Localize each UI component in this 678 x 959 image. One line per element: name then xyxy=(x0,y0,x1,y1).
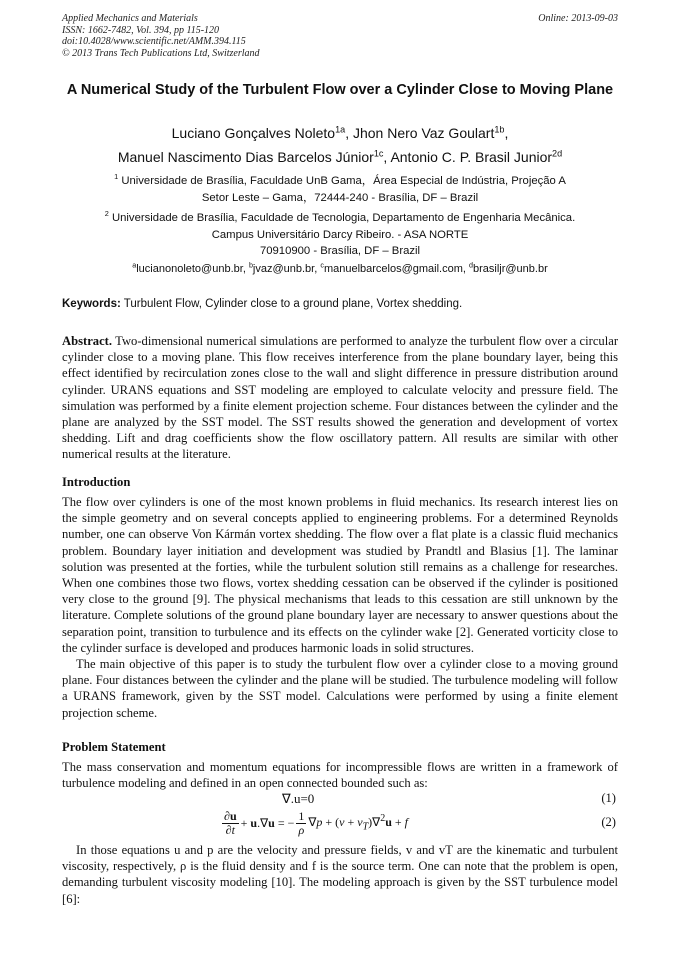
paragraph: The flow over cylinders is one of the most known problems in fluid mechanics. Its research interest lies on the simple geometry and on several concepts applied to engineering problems. For a determined Reynolds number, one can observe Von Kármán vortex shedding. The flow over a flat plate is a classic fluid mechanics problem. Boundary layer initiation and development was studied by Prandtl and Blasius [1]. The laminar solution was presented at the forties, while the turbulent solution still remains as a challenge for researches. When one combines those two flows, vortex shedding cessation can be observed if the cylinder is positioned very close to the ground [9]. The physical mechanisms that leads to this cessation are still unknown by the literature. Complete solutions of the ground plane boundary layer are necessary to answer questions about the separation point, transition to turbulence and its effects on the cylinder wake [2]. Generated vorticity close to the cylinder surface is developed and produces harmonic loads in solid structures. xyxy=(62,495,618,655)
email-list: $^a$lucianonoleto@unb.br, $^b$jvaz@unb.br, $^c$manuelbarcelos@gmail.com, $^d$brasiljr@unb.br xyxy=(132,261,548,275)
journal-name: Applied Mechanics and Materials xyxy=(62,13,198,24)
paragraph: The main objective of this paper is to study the turbulent flow over a cylinder close to a moving ground plane. Four distances between the cylinder and the plane will be studied. The turbulence modeling will follow a URANS framework, given by the SST model. Calculations were performed by using a finite element projection scheme. xyxy=(62,657,618,720)
online-date: Online: 2013-09-03 xyxy=(538,13,618,24)
equation-number: (1) xyxy=(601,791,616,805)
affiliation-1 xyxy=(60,173,620,206)
keywords-text: Turbulent Flow, Cylinder close to a ground plane, Vortex shedding. xyxy=(123,298,463,310)
affiliation-mark: 2 xyxy=(104,209,109,219)
author-name: Luciano Gonçalves Noleto xyxy=(171,125,336,141)
affiliation-line: Universidade de Brasília, Faculdade UnB Gama，Área Especial de Indústria, Projeção A xyxy=(121,175,566,187)
keywords xyxy=(62,297,618,311)
equation-1: ∇.u=0 xyxy=(282,791,315,806)
author-list: Luciano Gonçalves Noleto$^{1a}$, Jhon Nero Vaz Goulart$^{1b}$, Manuel Nascimento Dias Barcelos Júnior$^{1c}$, Antonio C. P. Brasil Junior$^{2d}$ xyxy=(117,124,563,165)
section-heading-problem-statement: Problem Statement xyxy=(62,740,166,754)
author-name: Antonio C. P. Brasil Junior xyxy=(390,149,553,165)
author-mark: 1c xyxy=(373,148,384,159)
email-link[interactable]: manuelbarcelos@gmail.com xyxy=(323,263,463,275)
issn: ISSN: 1662-7482, Vol. 394, pp 115-120 xyxy=(62,24,220,36)
author-name: Manuel Nascimento Dias Barcelos Júnior xyxy=(117,149,374,165)
affiliation-2 xyxy=(60,210,620,260)
email-link[interactable]: lucianonoleto@unb.br xyxy=(136,263,243,275)
author-mark: 2d xyxy=(552,148,563,159)
affiliation-mark: 1 xyxy=(114,172,119,182)
copyright: © 2013 Trans Tech Publications Ltd, Switzerland xyxy=(62,47,260,59)
affiliation-line: Campus Universitário Darcy Ribeiro. - ASA NORTE xyxy=(211,228,469,241)
paper-title: A Numerical Study of the Turbulent Flow over a Cylinder Close to Moving Plane xyxy=(66,82,614,98)
author-name: Jhon Nero Vaz Goulart xyxy=(352,125,495,141)
author-mark: 1b xyxy=(494,124,505,135)
introduction-body xyxy=(62,494,618,721)
keywords-label: Keywords: xyxy=(62,298,121,310)
paragraph: In those equations u and p are the velocity and pressure fields, v and vT are the kinematic and turbulent viscosity, respectively, ρ is the fluid density and f is the source term. One can note that the problem is open, demanding turbulent viscosity modeling [10]. The modeling approach is given by the SST turbulence model [6]: xyxy=(62,843,618,906)
email-mark: b xyxy=(248,261,253,270)
section-heading-introduction: Introduction xyxy=(62,475,131,489)
email-link[interactable]: brasiljr@unb.br xyxy=(473,263,548,275)
email-mark: a xyxy=(132,261,137,270)
equation-2: $\frac{\partial u}{\partial t}$ + u.∇u = − $\frac{1}{\rho}$ $\nabla p + (\nu + \nu_T)\nabla^2u + f$ xyxy=(224,808,408,837)
author-mark: 1a xyxy=(335,124,346,135)
affiliation-line: Universidade de Brasília, Faculdade de Tecnologia, Departamento de Engenharia Mecânica. xyxy=(111,212,576,224)
doi: doi:10.4028/www.scientific.net/AMM.394.115 xyxy=(62,36,246,47)
paragraph: The mass conservation and momentum equations for incompressible flows are written in a framework of turbulence modeling and defined in an open connected bounded such as: xyxy=(62,760,618,791)
email-mark: d xyxy=(469,261,473,270)
abstract-label: Abstract. xyxy=(62,334,113,348)
email-link[interactable]: jvaz@unb.br xyxy=(252,263,315,275)
journal-header xyxy=(62,13,618,59)
affiliation-line: Setor Leste – Gama，72444-240 - Brasília, DF – Brazil xyxy=(201,191,479,204)
affiliation-line: 70910900 - Brasília, DF – Brazil xyxy=(259,245,421,257)
abstract xyxy=(62,333,618,463)
equation-number: (2) xyxy=(601,815,616,829)
email-mark: c xyxy=(320,261,324,270)
abstract-text: Two-dimensional numerical simulations are performed to analyze the turbulent flow over a circular cylinder close to a moving plane. This flow receives interference from the plane boundary layer, being this effect identified by recirculation zones close to the wall and slight difference in pressure distribution around cylinder. URANS equations and SST modeling are employed to calculate velocity and pressure field. The simulation was performed by a finite element projection scheme. Four distances between the cylinder and the plane are analyzed by the SST model. The SST results showed the generation and development of vortex shedding. Lift and drag coefficients show the flow oscillatory pattern. All results are similar with other numerical results at the literature. xyxy=(62,334,619,462)
